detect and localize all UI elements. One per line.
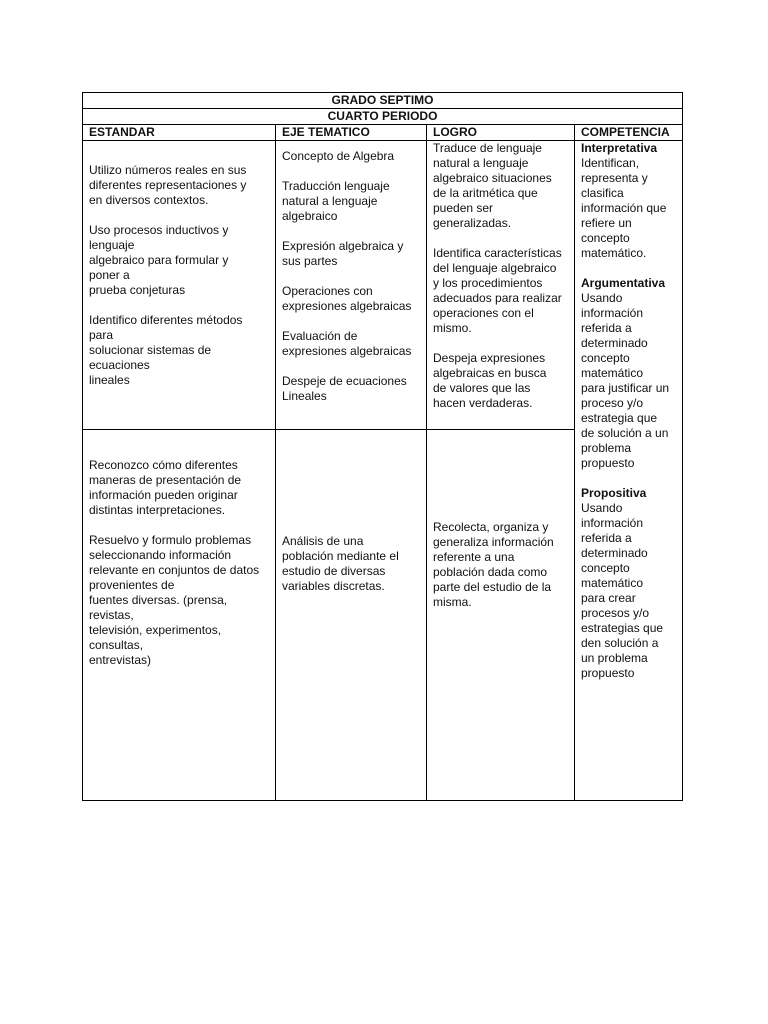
- eje-tematico-text: Expresión algebraica y sus partes: [282, 239, 404, 268]
- period-title: CUARTO PERIODO: [83, 109, 683, 125]
- table-row: [83, 141, 683, 430]
- estandar-text: Reconozco cómo diferentes maneras de presentación de información pueden originar distintas interpretaciones.: [89, 458, 242, 517]
- competencia-title-propositiva: Propositiva: [581, 486, 647, 500]
- estandar-cell: [83, 141, 276, 430]
- logro-text: Identifica características del lenguaje algebraico y los procedimientos adecuados para realizar operaciones con el mismo.: [433, 246, 562, 335]
- eje-tematico-cell: [276, 141, 427, 430]
- curriculum-table: [82, 92, 683, 801]
- estandar-text: Identifico diferentes métodos para solucionar sistemas de ecuaciones lineales: [89, 313, 243, 387]
- column-header-logro: LOGRO: [427, 125, 575, 141]
- eje-tematico-text: Análisis de una población mediante el estudio de diversas variables discretas.: [282, 534, 399, 593]
- logro-text: Recolecta, organiza y generaliza información referente a una población dada como parte del estudio de la misma.: [433, 520, 554, 609]
- eje-tematico-text: Evaluación de expresiones algebraicas: [282, 329, 412, 358]
- estandar-text: Resuelvo y formulo problemas seleccionando información relevante en conjuntos de datos provenientes de fuentes diversas. (prensa, revistas, televisión, experimentos, consultas, entrevistas): [89, 533, 260, 667]
- grade-title: GRADO SEPTIMO: [83, 93, 683, 109]
- logro-cell: [427, 141, 575, 430]
- competencia-title-argumentativa: Argumentativa: [581, 276, 666, 290]
- competencia-title-interpretativa: Interpretativa: [581, 141, 658, 155]
- estandar-text: Utilizo números reales en sus diferentes representaciones y en diversos contextos.: [89, 163, 247, 207]
- column-header-competencia: COMPETENCIA: [575, 125, 683, 141]
- estandar-text: Uso procesos inductivos y lenguaje algebraico para formular y poner a prueba conjeturas: [89, 223, 229, 297]
- title-row-period: [83, 109, 683, 125]
- eje-tematico-text: Concepto de Algebra: [282, 149, 395, 163]
- logro-cell: [427, 430, 575, 801]
- column-header-estandar: ESTANDAR: [83, 125, 276, 141]
- logro-text: Despeja expresiones algebraicas en busca de valores que las hacen verdaderas.: [433, 351, 547, 410]
- eje-tematico-text: Despeje de ecuaciones Lineales: [282, 374, 407, 403]
- column-header-eje-tematico: EJE TEMATICO: [276, 125, 427, 141]
- estandar-cell: [83, 430, 276, 801]
- eje-tematico-cell: [276, 430, 427, 801]
- competencia-text-interpretativa: Identifican, representa y clasifica información que refiere un concepto matemático.: [581, 156, 667, 260]
- eje-tematico-text: Traducción lenguaje natural a lenguaje algebraico: [282, 179, 390, 223]
- competencia-text-argumentativa: Usando información referida a determinado concepto matemático para justificar un proceso y/o estrategia que de solución a un problema propuesto: [581, 291, 670, 470]
- title-row-grade: [83, 93, 683, 109]
- competencia-cell: [575, 141, 683, 801]
- logro-text: Traduce de lenguaje natural a lenguaje algebraico situaciones de la aritmética que pueden ser generalizadas.: [433, 141, 552, 230]
- column-header-row: [83, 125, 683, 141]
- eje-tematico-text: Operaciones con expresiones algebraicas: [282, 284, 412, 313]
- competencia-text-propositiva: Usando información referida a determinado concepto matemático para crear procesos y/o estrategias que den solución a un problema propuesto: [581, 501, 664, 680]
